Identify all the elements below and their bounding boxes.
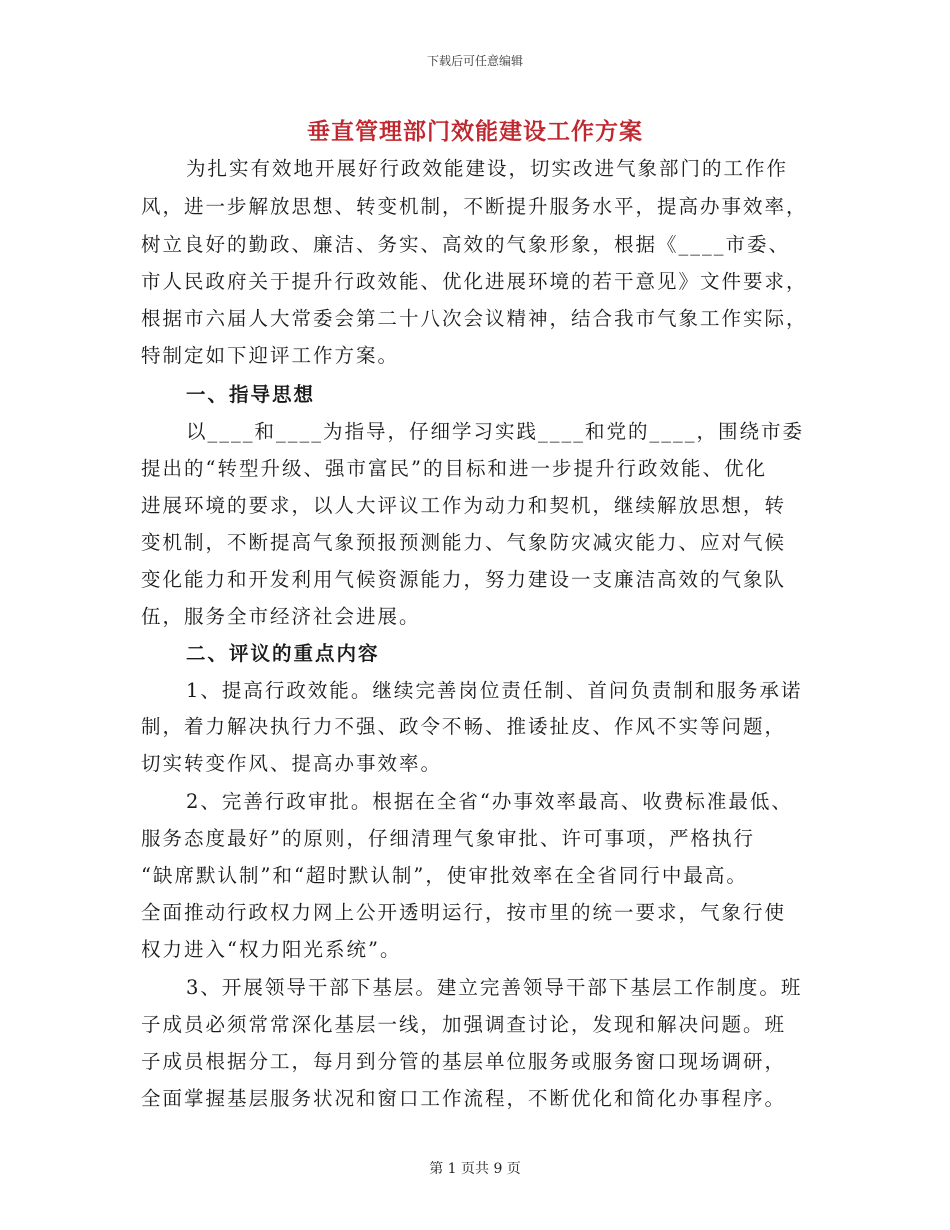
paragraph-line: 进展环境的要求，以人大评议工作为动力和契机，继续解放思想，转 [141, 494, 787, 517]
paragraph-line: 服务态度最好”的原则，仔细清理气象审批、许可事项，严格执行 [141, 827, 755, 850]
paragraph-line: 为扎实有效地开展好行政效能建设，切实改进气象部门的工作作 [186, 157, 789, 180]
paragraph-line: 市人民政府关于提升行政效能、优化进展环境的若干意见》文件要求， [141, 270, 808, 293]
header-note: 下载后可任意编辑 [426, 54, 523, 68]
paragraph-line: 变机制，不断提高气象预报预测能力、气象防灾减灾能力、应对气候 [141, 531, 787, 554]
paragraph-line: 全面推动行政权力网上公开透明运行，按市里的统一要求，气象行使 [141, 901, 787, 924]
paragraph-line: 3、开展领导干部下基层。建立完善领导干部下基层工作制度。班 [186, 976, 803, 999]
paragraph-line: 切实转变作风、提高办事效率。 [141, 752, 443, 775]
paragraph-line: 风，进一步解放思想、转变机制，不断提升服务水平，提高办事效率， [141, 195, 808, 218]
page-number: 第 1 页共 9 页 [429, 1161, 521, 1177]
paragraph-line: 全面掌握基层服务状况和窗口工作流程，不断优化和简化办事程序。 [141, 1087, 787, 1110]
section-heading: 二、评议的重点内容 [186, 642, 380, 665]
paragraph-line: 特制定如下迎评工作方案。 [141, 344, 400, 367]
paragraph-line: 子成员根据分工，每月到分管的基层单位服务或服务窗口现场调研， [141, 1050, 787, 1073]
paragraph-line: 子成员必须常常深化基层一线，加强调查讨论，发现和解决问题。班 [141, 1013, 787, 1036]
paragraph-line: 1、提高行政效能。继续完善岗位责任制、首问负责制和服务承诺 [186, 679, 803, 702]
paragraph-line: 提出的“转型升级、强市富民”的目标和进一步提升行政效能、优化 [141, 457, 767, 480]
paragraph-line: 以____和____为指导，仔细学习实践____和党的____，围绕市委 [186, 420, 805, 443]
paragraph-line: 根据市六届人大常委会第二十八次会议精神，结合我市气象工作实际， [141, 307, 808, 330]
paragraph-line: 伍，服务全市经济社会进展。 [141, 605, 421, 628]
section-heading: 一、指导思想 [186, 383, 316, 406]
paragraph-line: 2、完善行政审批。根据在全省“办事效率最高、收费标准最低、 [186, 790, 793, 813]
paragraph-line: 权力进入“权力阳光系统”。 [141, 938, 402, 961]
paragraph-line: 变化能力和开发利用气候资源能力，努力建设一支廉洁高效的气象队 [141, 568, 787, 591]
paragraph-line: “缺席默认制”和“超时默认制”，使审批效率在全省同行中最高。 [141, 864, 748, 887]
document-title: 垂直管理部门效能建设工作方案 [307, 119, 643, 145]
paragraph-line: 制，着力解决执行力不强、政令不畅、推诿扯皮、作风不实等问题， [141, 715, 787, 738]
paragraph-line: 树立良好的勤政、廉洁、务实、高效的气象形象，根据《____市委、 [141, 233, 791, 256]
